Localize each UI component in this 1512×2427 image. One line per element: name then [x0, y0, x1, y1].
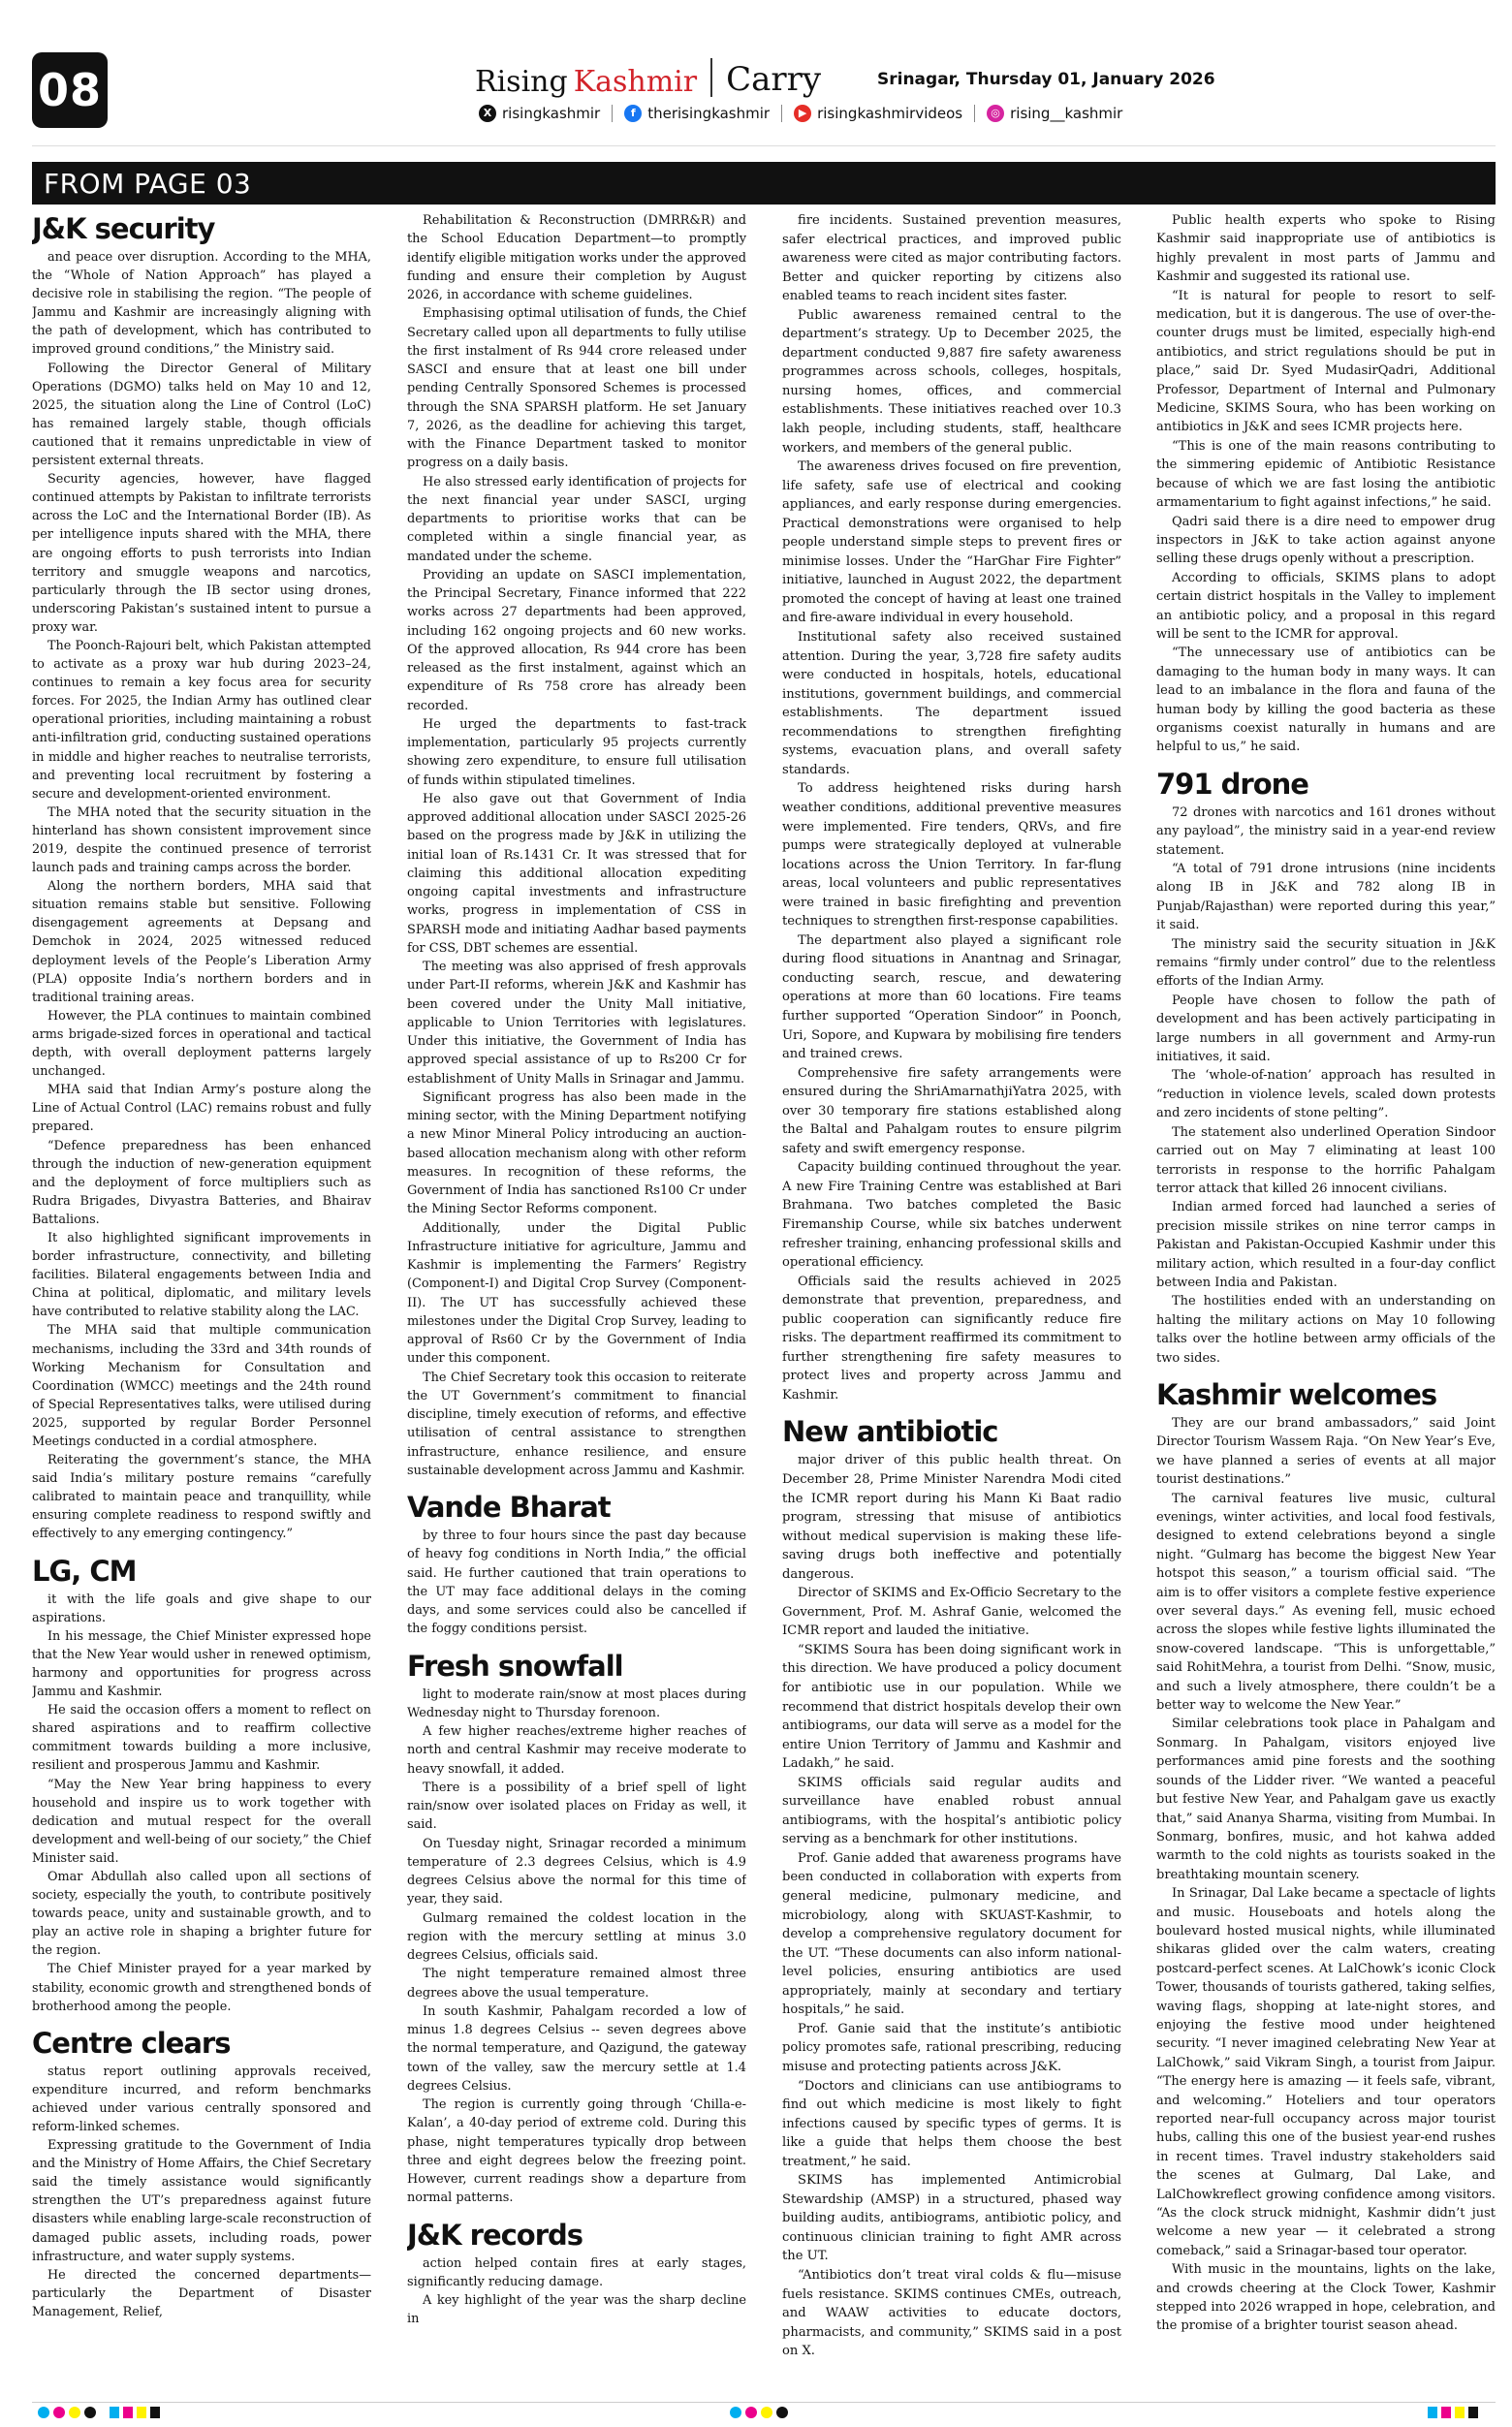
article-paragraph: Public awareness remained central to the department’s strategy. Up to December 2025, the department conducted 9,887 fire safety awareness programmes across schools, colleges, hospitals, nursing homes, offices, and commercial establishments. These initiatives reached over 10.3 lakh people, including students, staff, healthcare workers, and members of the general public.: [782, 307, 1121, 456]
article-paragraph: It also highlighted significant improvements in border infrastructure, connectivity, and billeting facilities. Bilateral engagements between India and China at political, diplomatic, and military levels have contributed to relative stability along the LAC.: [32, 1230, 371, 1320]
registration-mark: [1468, 2407, 1478, 2418]
registration-mark: [38, 2407, 49, 2418]
article-paragraph: The ‘whole-of-nation’ approach has resulted in “reduction in violence levels, scaled down protests and zero incidents of stone pelting”.: [1156, 1068, 1496, 1121]
article-paragraph: “Doctors and clinicians can use antibiograms to find out which medicine is most likely to fight infections caused by specific types of germs. It is like a guide that helps them choose the best treatment,” he said.: [782, 2078, 1121, 2169]
brand-logo: [475, 54, 821, 99]
social-handle-text: therisingkashmir: [647, 105, 771, 122]
article-paragraph: Gulmarg remained the coldest location in the region with the mercury settling at minus 3.0 degrees Celsius, officials said.: [407, 1910, 746, 1963]
article-paragraph: In south Kashmir, Pahalgam recorded a low of minus 1.8 degrees Celsius -- seven degrees above the normal temperature, and Qazigund, the gateway town of the valley, saw the mercury settle at 1.4 degrees Celsius.: [407, 2003, 746, 2094]
article-paragraph: The ministry said the security situation in J&K remains “firmly under control” due to the relentless efforts of the Indian Army.: [1156, 936, 1496, 990]
article-headline: Vande Bharat: [407, 1491, 611, 1524]
article-paragraph: status report outlining approvals received, expenditure incurred, and reform benchmarks achieved under various centrally sponsored and reform-linked schemes.: [32, 2064, 371, 2134]
article-paragraph: fire incidents. Sustained prevention measures, safer electrical practices, and improved public awareness were cited as major contributing factors. Better and quicker reporting by citizens also enabled teams to reach incident sites faster.: [782, 213, 1121, 304]
article-paragraph: 72 drones with narcotics and 161 drones without any payload”, the ministry said in a year-end review statement.: [1156, 804, 1496, 858]
article-paragraph: According to officials, SKIMS plans to adopt certain district hospitals in the Valley to implement an antibiotic policy, and a proposal in this regard will be sent to the ICMR for approval.: [1156, 570, 1496, 642]
article-headline: J&K security: [32, 212, 215, 245]
article-columns: [32, 211, 1496, 2361]
instagram-icon: ◎: [987, 105, 1004, 122]
article-headline: J&K records: [407, 2218, 583, 2252]
article-paragraph: SKIMS has implemented Antimicrobial Stewardship (AMSP) in a structured, phased way building audits, antibiograms, antibiotic policy, and continuous clinician training to fight AMR across the UT.: [782, 2173, 1121, 2264]
brand-rising: Rising: [475, 65, 568, 99]
article-paragraph: “May the New Year bring happiness to every household and inspire us to work together with dedication and mutual respect for the overall development and well-being of our society,” the Chief Minister said.: [32, 1777, 371, 1866]
article-paragraph: SKIMS officials said regular audits and surveillance have enabled robust annual antibiograms, with the hospital’s antibiotic policy serving as a benchmark for other institutions.: [782, 1775, 1121, 1847]
article-headline: LG, CM: [32, 1554, 137, 1588]
article-paragraph: Rehabilitation & Reconstruction (DMRR&R) and the School Education Department—to promptly identify eligible mitigation works under the approved funding and ensure their completion by August 2026, in accordance with scheme guidelines.: [407, 213, 746, 302]
registration-mark: [1441, 2407, 1451, 2418]
article-paragraph: light to moderate rain/snow at most places during Wednesday night to Thursday forenoon.: [407, 1686, 746, 1720]
article-paragraph: The department also played a significant role during flood situations in Anantnag and Srinagar, conducting search, rescue, and dewatering operations at more than 60 locations. Fire teams further supported “Operation Sindoor” in Poonch, Uri, Sopore, and Kupwara by mobilising fire tenders and trained crews.: [782, 932, 1121, 1062]
article-paragraph: The meeting was also apprised of fresh approvals under Part-II reforms, wherein J&K and Kashmir has been covered under the Unity Mall initiative, applicable to Union Territories with legislatures. Under this initiative, the Government of India has approved special assistance of up to Rs200 Cr for establishment of Unity Malls in Srinagar and Jammu.: [407, 960, 746, 1087]
article-headline: Centre clears: [32, 2026, 231, 2060]
article-paragraph: Significant progress has also been made in the mining sector, with the Mining Department notifying a new Minor Mineral Policy introducing an auction-based allocation mechanism along with other reform measures. In recognition of these reforms, the Government of India has sanctioned Rs100 Cr under the Mining Sector Reforms component.: [407, 1089, 746, 1217]
social-divider: [781, 105, 782, 122]
article-paragraph: However, the PLA continues to maintain combined arms brigade-sized forces in operational and tactical depth, with overall deployment patterns largely unchanged.: [32, 1008, 371, 1080]
masthead: [0, 0, 1512, 155]
youtube-icon: ▶: [794, 105, 811, 122]
article-paragraph: The statement also underlined Operation Sindoor carried out on May 7 eliminating at least 100 terrorists in response to the horrific Pahalgam terror attack that killed 26 innocent civilians.: [1156, 1124, 1496, 1196]
article-paragraph: “This is one of the main reasons contributing to the simmering epidemic of Antibiotic Resistance because of which we are fast losing the antibiotic armamentarium to fight against infections,” he said.: [1156, 438, 1496, 511]
section-bar-title: FROM PAGE 03: [44, 168, 252, 200]
registration-mark: [730, 2407, 741, 2418]
article-paragraph: “Defence preparedness has been enhanced through the induction of new-generation equipment and the deployment of force multipliers such as Rudra Brigades, Divyastra Batteries, and Bhairav Battalions.: [32, 1138, 371, 1227]
article-paragraph: major driver of this public health threat. On December 28, Prime Minister Narendra Modi cited the ICMR report during his Mann Ki Baat radio program, stressing that misuse of antibiotics without medical supervision is making these life-saving drugs both ineffective and potentially dangerous.: [782, 1453, 1121, 1582]
dateline: Srinagar, Thursday 01, January 2026: [877, 70, 1215, 89]
article-paragraph: Prof. Ganie added that awareness programs have been conducted in collaboration with experts from general medicine, pulmonary medicine, and microbiology, along with SKUAST-Kashmir, to develop a comprehensive regulatory document for the UT. “These documents can also inform national-level policies, ensuring antibiotics are used appropriately, mainly at secondary and tertiary hospitals,” he said.: [782, 1850, 1121, 2018]
article-paragraph: Indian armed forced had launched a series of precision missile strikes on nine terror camps in Pakistan and Pakistan-Occupied Kashmir under this military action, which resulted in a four-day conflict between India and Pakistan.: [1156, 1200, 1496, 1290]
registration-mark: [123, 2407, 133, 2418]
article-paragraph: action helped contain fires at early stages, significantly reducing damage.: [407, 2255, 746, 2289]
article-paragraph: Omar Abdullah also called upon all sections of society, especially the youth, to contribute positively towards peace, unity and sustainable growth, and to play an active role in shaping a brighter future for the region.: [32, 1869, 371, 1959]
social-handle[interactable]: [794, 105, 962, 122]
section-bar: [32, 162, 1496, 205]
section-name: Carry: [726, 60, 822, 99]
article-paragraph: and peace over disruption. According to the MHA, the “Whole of Nation Approach” has played a decisive role in stabilising the region. “The people of Jammu and Kashmir are increasingly aligning with the path of development, which has contributed to improved ground conditions,” the Ministry said.: [32, 250, 371, 358]
article-paragraph: There is a possibility of a brief spell of light rain/snow over isolated places on Friday as well, it said.: [407, 1780, 746, 1833]
column-3: [782, 211, 1121, 2361]
social-handle[interactable]: [987, 105, 1122, 122]
article-paragraph: With music in the mountains, lights on the lake, and crowds cheering at the Clock Tower, Kashmir stepped into 2026 wrapped in hope, celebration, and the promise of a brighter tourist season ahead.: [1156, 2262, 1496, 2334]
facebook-icon: f: [624, 105, 642, 122]
article-paragraph: “SKIMS Soura has been doing significant work in this direction. We have produced a policy document for antibiotic use in our population. While we recommend that district hospitals develop their own antibiograms, our data will serve as a model for the entire Union Territory of Jammu and Kashmir and Ladakh,” he said.: [782, 1642, 1121, 1772]
brand-divider: [710, 58, 712, 97]
article-paragraph: He directed the concerned departments—particularly the Department of Disaster Management, Relief,: [32, 2267, 371, 2319]
article-paragraph: He also gave out that Government of India approved additional allocation under SASCI 2025-26 based on the progress made by J&K in utilizing the initial loan of Rs.1431 Cr. It was stressed that for claiming this additional allocation expediting ongoing capital investments and infrastructure works, progress in implementation of CSS in SPARSH mode and initiating Aadhar based payments for CSS, DBT schemes are essential.: [407, 791, 746, 956]
article-paragraph: it with the life goals and give shape to our aspirations.: [32, 1592, 371, 1625]
article-paragraph: Emphasising optimal utilisation of funds, the Chief Secretary called upon all departments to fully utilise the first instalment of Rs 944 crore released under SASCI and ensure that at least one bill under pending Centrally Sponsored Schemes is processed through the SNA SPARSH platform. He set January 7, 2026, as the deadline for achieving this target, with the Finance Department tasked to monitor progress on a daily basis.: [407, 306, 746, 471]
article-paragraph: The region is currently going through ‘Chilla-e-Kalan’, a 40-day period of extreme cold. During this phase, night temperatures typically drop between three and eight degrees below the freezing point. However, current readings show a departure from normal patterns.: [407, 2097, 746, 2206]
article-paragraph: “It is natural for people to resort to self-medication, but it is dangerous. The use of over-the-counter drugs must be limited, especially high-end antibiotics, and strict regulations should be put in place,” said Dr. Syed MudasirQadri, Additional Professor, Department of Internal and Pulmonary Medicine, SKIMS Soura, who has been working on antibiotics in J&K and sees ICMR projects here.: [1156, 288, 1496, 435]
social-handle-text: risingkashmirvideos: [817, 105, 963, 122]
article-paragraph: Reiterating the government’s stance, the MHA said India’s military posture remains “carefully calibrated to maintain peace and tranquillity, while ensuring complete readiness to respond swiftly and effectively to any emerging contingency.”: [32, 1453, 371, 1542]
column-4: [1156, 211, 1496, 2361]
article-paragraph: The night temperature remained almost three degrees above the usual temperature.: [407, 1967, 746, 2001]
registration-mark: [1428, 2407, 1437, 2418]
registration-mark: [745, 2407, 757, 2418]
article-paragraph: Institutional safety also received sustained attention. During the year, 3,728 fire safety audits were conducted in hospitals, hotels, educational institutions, government buildings, and commercial establishments. The department issued recommendations to strengthen firefighting systems, evacuation plans, and overall safety standards.: [782, 630, 1121, 777]
column-1: [32, 211, 371, 2361]
article-paragraph: Prof. Ganie said that the institute’s antibiotic policy promotes safe, rational prescribing, reducing misuse and protecting patients across J&K.: [782, 2021, 1121, 2074]
registration-mark: [761, 2407, 772, 2418]
article-paragraph: The Poonch-Rajouri belt, which Pakistan attempted to activate as a proxy war hub during 2023–24, continues to remain a key focus area for security forces. For 2025, the Indian Army has outlined clear operational priorities, including maintaining a robust anti-infiltration grid, conducting sustained operations in middle and higher reaches to neutralise terrorists, and preventing local recruitment by fostering a secure and development-oriented environment.: [32, 638, 371, 802]
registration-mark: [137, 2407, 146, 2418]
article-paragraph: The Chief Secretary took this occasion to reiterate the UT Government’s commitment to financial discipline, timely execution of reforms, and effective utilisation of central assistance to strengthen infrastructure, enhance resilience, and ensure sustainable development across Jammu and Kashmir.: [407, 1370, 746, 1478]
article-paragraph: He also stressed early identification of projects for the next financial year under SASCI, urging departments to prioritise works that can be completed within a single financial year, as mandated under the scheme.: [407, 474, 746, 564]
article-headline: 791 drone: [1156, 767, 1308, 801]
article-headline: Fresh snowfall: [407, 1649, 623, 1683]
article-paragraph: Officials said the results achieved in 2025 demonstrate that prevention, preparedness, and public cooperation can significantly reduce fire risks. The department reaffirmed its commitment to further strengthening fire safety measures to protect lives and property across Jammu and Kashmir.: [782, 1274, 1121, 1403]
article-paragraph: In his message, the Chief Minister expressed hope that the New Year would usher in renewed optimism, harmony and opportunities for progress across Jammu and Kashmir.: [32, 1628, 371, 1700]
x-icon: X: [479, 105, 496, 122]
article-paragraph: People have chosen to follow the path of development and has been actively participating in large numbers in all government and Army-run initiatives, it said.: [1156, 993, 1496, 1065]
article-paragraph: “A total of 791 drone intrusions (nine incidents along IB in J&K and 782 along IB in Punjab/Rajasthan) were reported during this year,” it said.: [1156, 862, 1496, 933]
article-paragraph: Comprehensive fire safety arrangements were ensured during the ShriAmarnathjiYatra 2025, with over 30 temporary fire stations established along the Baltal and Pahalgam routes to ensure pilgrim safety and swift emergency response.: [782, 1065, 1121, 1156]
article-headline: New antibiotic: [782, 1415, 998, 1449]
article-paragraph: They are our brand ambassadors,” said Joint Director Tourism Wassem Raja. “On New Year’s Eve, we have planned a series of events at all major tourist destinations.”: [1156, 1415, 1496, 1488]
article-paragraph: Director of SKIMS and Ex-Officio Secretary to the Government, Prof. M. Ashraf Ganie, welcomed the ICMR report and lauded the initiative.: [782, 1586, 1121, 1639]
article-paragraph: Capacity building continued throughout the year. A new Fire Training Centre was established at Bari Brahmana. Two batches completed the Basic Firemanship Course, while six batches underwent refresher training, enhancing professional skills and operational efficiency.: [782, 1160, 1121, 1271]
social-divider: [612, 105, 613, 122]
article-paragraph: by three to four hours since the past day because of heavy fog conditions in North India,” the official said. He further cautioned that train operations to the UT may face additional delays in the coming days, and some services could also be cancelled if the foggy conditions persist.: [407, 1529, 746, 1637]
column-2: [407, 211, 746, 2361]
header-rule: [32, 145, 1496, 146]
print-registration-strip: [32, 2402, 1496, 2418]
registration-mark: [84, 2407, 96, 2418]
article-paragraph: Expressing gratitude to the Government of India and the Ministry of Home Affairs, the Chief Secretary said the timely assistance would significantly strengthen the UT’s preparedness against future disasters while enabling large-scale reconstruction of damaged public assets, including roads, power infrastructure, and water supply systems.: [32, 2138, 371, 2264]
brand-kashmir: Kashmir: [573, 65, 698, 99]
social-handle-text: risingkashmir: [502, 105, 601, 122]
article-paragraph: The carnival features live music, cultural evenings, winter activities, and local food festivals, designed to extend celebrations beyond a single night. “Gulmarg has become the biggest New Year hotspot this season,” a tourism official said. “The aim is to offer visitors a complete festive experience over several days.” As evening fell, music echoed across the slopes while festive lights illuminated the snow-covered landscape. “This is unforgettable,” said RohitMehra, a tourist from Delhi. “Snow, music, and such a lively atmosphere, there couldn’t be a better way to welcome the New Year.”: [1156, 1491, 1496, 1714]
article-paragraph: The awareness drives focused on fire prevention, life safety, safe use of electrical and cooking appliances, and early response during emergencies. Practical demonstrations were organised to help people understand simple steps to prevent fires or minimise losses. Under the “HarGhar Fire Fighter” initiative, launched in August 2022, the department promoted the concept of having at least one trained and fire-aware individual in every household.: [782, 459, 1121, 626]
article-paragraph: “The unnecessary use of antibiotics can be damaging to the human body in many ways. It can lead to an imbalance in the flora and fauna of the human body by killing the good bacteria as these organisms coexist naturally in humans and are helpful to us,” he said.: [1156, 646, 1496, 755]
article-paragraph: Public health experts who spoke to Rising Kashmir said inappropriate use of antibiotics is highly prevalent in most parts of Jammu and Kashmir and suggested its rational use.: [1156, 213, 1496, 285]
registration-mark: [776, 2407, 788, 2418]
article-paragraph: Similar celebrations took place in Pahalgam and Sonmarg. In Pahalgam, visitors enjoyed live performances amid pine forests and the soothing sounds of the Lidder river. “We wanted a peaceful but festive New Year, and Pahalgam gave us exactly that,” said Ananya Sharma, visiting from Mumbai. In Sonmarg, bonfires, music, and hot kahwa added warmth to the cold nights as tourists soaked in the breathtaking mountain scenery.: [1156, 1717, 1496, 1882]
article-paragraph: To address heightened risks during harsh weather conditions, additional preventive measures were implemented. Fire tenders, QRVs, and fire pumps were strategically deployed at vulnerable locations across the Union Territory. In far-flung areas, local volunteers and public representatives were trained in basic firefighting and prevention techniques to strengthen first-response capabilities.: [782, 781, 1121, 930]
article-paragraph: On Tuesday night, Srinagar recorded a minimum temperature of 2.3 degrees Celsius, which is 4.9 degrees Celsius above the normal for this time of year, they said.: [407, 1836, 746, 1907]
social-handles: [479, 105, 1122, 122]
article-paragraph: Security agencies, however, have flagged continued attempts by Pakistan to infiltrate terrorists across the LoC and the International Border (IB). As per intelligence inputs shared with the MHA, there are ongoing efforts to push terrorists into Indian territory and smuggle weapons and narcotics, particularly through the IB sector using drones, underscoring Pakistan’s sustained intent to pursue a proxy war.: [32, 472, 371, 635]
article-headline: Kashmir welcomes: [1156, 1377, 1437, 1411]
article-paragraph: A key highlight of the year was the sharp decline in: [407, 2293, 746, 2327]
article-paragraph: The MHA said that multiple communication mechanisms, including the 33rd and 34th rounds of Working Mechanism for Consultation and Coordination (WMCC) meetings and the 24th round of Special Representatives talks, were utilised during 2025, supported by regular Border Personnel Meetings conducted in a cordial atmosphere.: [32, 1323, 371, 1449]
page-number: 08: [32, 52, 108, 128]
article-paragraph: He urged the departments to fast-track implementation, particularly 95 projects currently showing zero expenditure, to ensure full utilisation of funds within stipulated timelines.: [407, 716, 746, 788]
registration-mark: [110, 2407, 119, 2418]
registration-mark: [69, 2407, 80, 2418]
article-paragraph: Along the northern borders, MHA said that situation remains stable but sensitive. Following disengagement agreements at Depsang and Demchok in 2024, 2025 witnessed reduced deployment levels of the People’s Liberation Army (PLA) opposite India’s northern borders and in traditional training areas.: [32, 879, 371, 1005]
article-paragraph: Additionally, under the Digital Public Infrastructure initiative for agriculture, Jammu and Kashmir is implementing the Farmers’ Registry (Component-I) and Digital Crop Survey (Component-II). The UT has successfully achieved these milestones under the Digital Crop Survey, leading to approval of Rs60 Cr by the Government of India under this component.: [407, 1220, 746, 1367]
article-paragraph: Qadri said there is a dire need to empower drug inspectors in J&K to take action against anyone selling these drugs openly without a prescription.: [1156, 514, 1496, 567]
article-paragraph: Following the Director General of Military Operations (DGMO) talks held on May 10 and 12, 2025, the situation along the Line of Control (LoC) has remained largely stable, though officials cautioned that it remains unpredictable in view of persistent external threats.: [32, 361, 371, 469]
registration-mark: [150, 2407, 160, 2418]
article-paragraph: A few higher reaches/extreme higher reaches of north and central Kashmir may receive moderate to heavy snowfall, it added.: [407, 1724, 746, 1777]
social-handle-text: rising__kashmir: [1010, 105, 1123, 122]
article-paragraph: Providing an update on SASCI implementation, the Principal Secretary, Finance informed that 222 works across 27 departments had been approved, including 162 ongoing projects and 60 new works. Of the approved allocation, Rs 944 crore has been released as the first instalment, against which an expenditure of Rs 758 crore has already been recorded.: [407, 567, 746, 713]
article-paragraph: “Antibiotics don’t treat viral colds & flu—misuse fuels resistance. SKIMS continues CMEs, outreach, and WAAW activities to educate doctors, pharmacists, and community,” SKIMS said in a post on X.: [782, 2267, 1121, 2359]
article-paragraph: MHA said that Indian Army’s posture along the Line of Actual Control (LAC) remains robust and fully prepared.: [32, 1083, 371, 1135]
social-divider: [974, 105, 975, 122]
registration-mark: [53, 2407, 65, 2418]
article-paragraph: In Srinagar, Dal Lake became a spectacle of lights and music. Houseboats and hotels along the boulevard hosted musical nights, while illuminated shikaras glided over the calm waters, creating postcard-perfect scenes. At LalChowk’s iconic Clock Tower, thousands of tourists gathered, taking selfies, waving flags, shopping at late-night stores, and enjoying the festive mood under heightened security. “I never imagined celebrating New Year at LalChowk,” said Vikram Singh, a tourist from Jaipur. “The energy here is amazing — it feels safe, vibrant, and welcoming.” Hoteliers and tour operators reported near-full occupancy across major tourist hubs, calling this one of the busiest year-end rushes in recent times. Travel industry stakeholders said the scenes at Gulmarg, Dal Lake, and LalChowkreflect growing confidence among visitors. “As the clock struck midnight, Kashmir didn’t just welcome a new year — it celebrated a strong comeback,” said a Srinagar-based tour operator.: [1156, 1886, 1496, 2258]
article-paragraph: The MHA noted that the security situation in the hinterland has shown consistent improvement since 2019, despite the continued presence of terrorist launch pads and training camps across the border.: [32, 804, 371, 876]
registration-mark: [1455, 2407, 1465, 2418]
social-handle[interactable]: [624, 105, 770, 122]
article-paragraph: The Chief Minister prayed for a year marked by stability, economic growth and strengthened bonds of brotherhood among the people.: [32, 1962, 371, 2014]
article-paragraph: He said the occasion offers a moment to reflect on shared aspirations and to reaffirm collective commitment towards building a more inclusive, resilient and prosperous Jammu and Kashmir.: [32, 1703, 371, 1774]
article-paragraph: The hostilities ended with an understanding on halting the military actions on May 10 following talks over the hotline between army officials of the two sides.: [1156, 1294, 1496, 1366]
social-handle[interactable]: [479, 105, 600, 122]
